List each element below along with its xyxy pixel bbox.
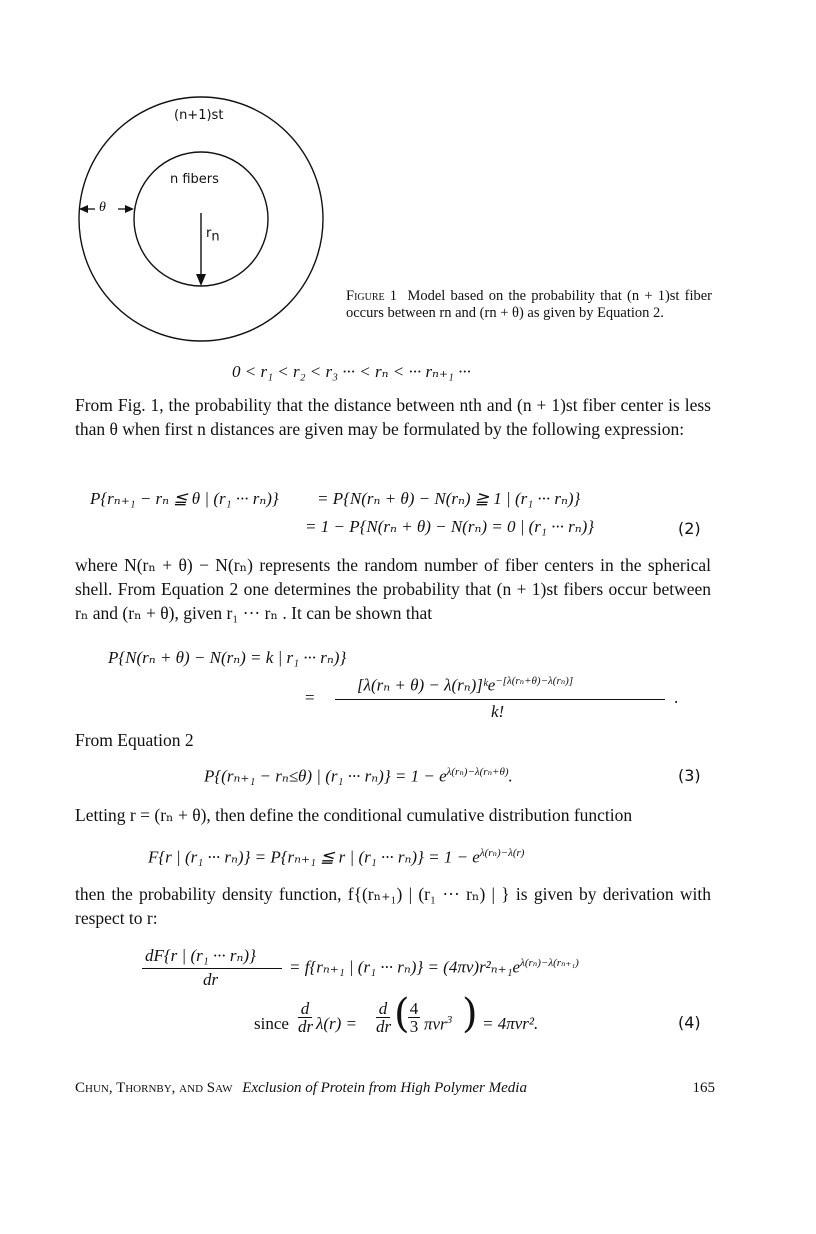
- figure-1-diagram: [70, 88, 332, 350]
- paragraph-5: then the probability density function, f{(rₙ₊₁) | (r₁ ··· rₙ) | } is given by derivation with respect to r:: [75, 884, 711, 928]
- radius-arrowhead: [196, 274, 206, 286]
- theta-label: θ: [99, 200, 106, 215]
- theta-arrowhead-right: [125, 205, 134, 213]
- eq4-paren-open: (: [394, 991, 410, 1037]
- poisson-numerator: [λ(rₙ + θ) − λ(rₙ)]ᵏe$^{-[\lambda(r_n+\theta)-\lambda(r_n)]}$: [357, 675, 574, 695]
- poisson-denominator: k!: [491, 702, 505, 721]
- eq3-number: (3): [678, 766, 701, 785]
- paragraph-3: From Equation 2: [75, 730, 194, 750]
- pdf-numerator: dF{r | (r₁ ··· rₙ)}: [145, 946, 256, 965]
- paragraph-1: From Fig. 1, the probability that the distance between nth and (n + 1)st fiber center is less than θ when first n distances are given may be formulated by the following expression:: [75, 395, 711, 439]
- pdf-rhs: = f{rₙ₊₁ | (r₁ ··· $r_n)\} = (4\pi\nu)r^2_{n+1}e^{\lambda(r_n)-\lambda(r_{n+1})}$: [289, 957, 579, 977]
- outer-label: (n+1)st: [174, 108, 224, 123]
- cdf-equation: F{r | (r₁ ··· rₙ)} = P{rₙ₊₁ ≦ r | (r₁ ··· $r_n)\} = 1 - e^{\lambda(r_n)-\lambda(r)}$: [148, 847, 525, 867]
- eq4-four-thirds: 4 3: [409, 999, 419, 1036]
- eq4-lambda: λ(r) =: [316, 1014, 358, 1033]
- eq2-number: (2): [678, 519, 701, 538]
- paragraph-2: where N(rₙ + θ) − N(rₙ) represents the random number of fiber centers in the spherical shell. From Equation 2 one determines the probability that (n + 1)st fibers occur between rₙ and (rₙ + θ), given r₁ ··· rₙ . It can be shown that: [75, 555, 711, 623]
- eq4-result: = 4πνr².: [482, 1014, 539, 1033]
- caption-head: Figure 1: [346, 288, 398, 304]
- eq4-since: since: [254, 1014, 289, 1033]
- eq3: P{(rₙ₊₁ − rₙ≤θ) | (r₁ ··· $r_n)\} = 1 - e^{\lambda(r_n)-\lambda(r_n+\theta)}$.: [204, 766, 513, 786]
- figure-caption: [346, 288, 712, 322]
- order-equation: 0 < r₁ < r₂ < r₃ ··· < rₙ < ··· rₙ₊₁ ···: [232, 362, 471, 381]
- poisson-lhs: P{N(rₙ + θ) − N(rₙ) = k | r₁ ··· rₙ)}: [108, 648, 347, 667]
- poisson-fraction-bar: [335, 699, 665, 700]
- eq4-derivative-2: d dr: [376, 999, 392, 1036]
- caption-text: Model based on the probability that (n + 1)st fiber occurs between rn and (rn + θ) as given by Equation 2.: [346, 288, 712, 321]
- poisson-period: .: [674, 688, 679, 707]
- footer-title: Exclusion of Protein from High Polymer Media: [242, 1080, 527, 1096]
- eq4-derivative: d dr: [298, 999, 314, 1036]
- inner-label: n fibers: [170, 172, 219, 187]
- paragraph-4: Letting r = (rₙ + θ), then define the conditional cumulative distribution function: [75, 805, 633, 825]
- pdf-denominator: dr: [203, 970, 219, 989]
- radius-label: $r_n$: [206, 226, 220, 245]
- page-number: 165: [692, 1080, 715, 1096]
- poisson-equals: =: [305, 688, 315, 707]
- eq2-rhs-1: = P{N(rₙ + θ) − N(rₙ) ≧ 1 | (r₁ ··· rₙ)}: [317, 489, 581, 508]
- eq2-lhs: P{rₙ₊₁ − rₙ ≦ θ | (r₁ ··· rₙ)}: [90, 489, 279, 508]
- page-footer: [75, 1080, 715, 1097]
- eq4-paren-close: ): [462, 991, 478, 1037]
- eq2-rhs-2: = 1 − P{N(rₙ + θ) − N(rₙ) = 0 | (r₁ ··· rₙ)}: [305, 517, 595, 536]
- pdf-fraction-bar: [142, 968, 282, 969]
- eq4-volume: πνr$^3$: [424, 1014, 453, 1034]
- eq4-number: (4): [678, 1013, 701, 1032]
- footer-authors: Chun, Thornby, and Saw: [75, 1080, 233, 1096]
